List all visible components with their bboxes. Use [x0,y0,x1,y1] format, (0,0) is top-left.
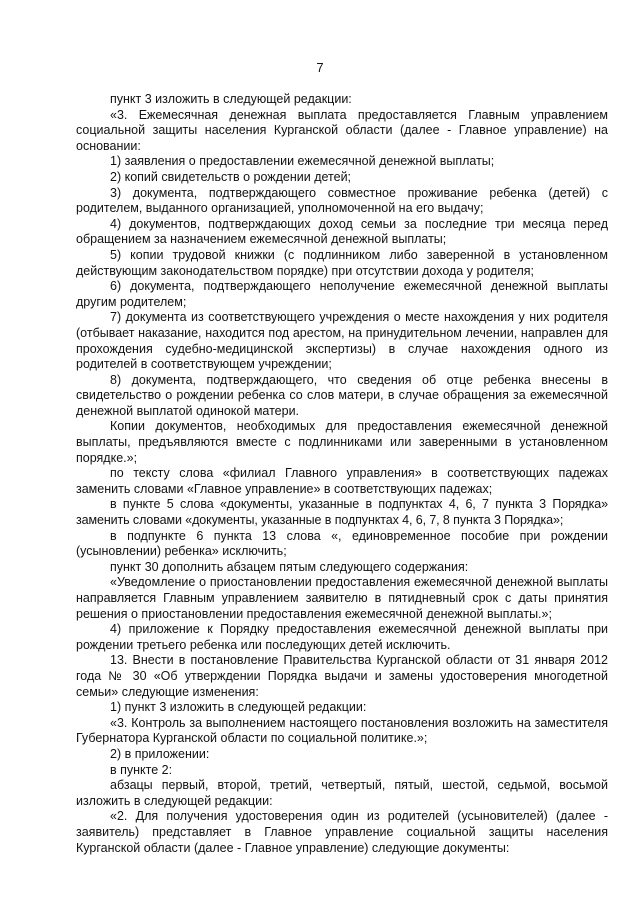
paragraph: «Уведомление о приостановлении предоставления ежемесячной денежной выплаты направляется Главным управлением заявителю в пятидневный срок с даты принятия решения о приостановлении предоставления ежемесячной денежной выплаты.»; [76,575,608,621]
page-number: 7 [316,60,324,75]
list-item: 8) документа, подтверждающего, что сведения об отце ребенка внесены в свидетельство о рождении ребенка со слов матери, в случае обращения за ежемесячной денежной выплатой одинокой матери. [76,372,608,418]
paragraph: пункт 30 дополнить абзацем пятым следующего содержания: [110,559,469,574]
paragraph: в пункте 2: [110,762,173,777]
document-body [76,92,608,856]
paragraph: 13. Внести в постановление Правительства Курганской области от 31 января 2012 года № 30 «Об утверждении Порядка выдачи и замены удостоверения многодетной семьи» следующие изменения: [76,653,608,699]
paragraph: «3. Контроль за выполнением настоящего постановления возложить на заместителя Губернатора Курганской области по социальной политике.»; [76,715,608,746]
list-item: 4) приложение к Порядку предоставления ежемесячной денежной выплаты при рождении третьего ребенка или последующих детей исключить. [76,622,608,652]
paragraph: «2. Для получения удостоверения один из родителей (усыновителей) (далее - заявитель) представляет в Главное управление социальной защиты населения Курганской области (далее - Главное управление) следующие документы: [76,809,608,855]
paragraph: абзацы первый, второй, третий, четвертый, пятый, шестой, седьмой, восьмой изложить в следующей редакции: [76,778,608,808]
paragraph: Копии документов, необходимых для предоставления ежемесячной денежной выплаты, предъявляются вместе с подлинниками или заверенными в установленном порядке.»; [76,419,608,465]
paragraph: пункт 3 изложить в следующей редакции: [110,92,352,106]
list-item: 4) документов, подтверждающих доход семьи за последние три месяца перед обращением за назначением ежемесячной денежной выплаты; [76,216,608,247]
list-item: 3) документа, подтверждающего совместное проживание ребенка (детей) с родителем, выданного организацией, уполномоченной на его выдачу; [76,185,608,216]
list-item: 2) в приложении: [110,746,210,761]
list-item: 7) документа из соответствующего учреждения о месте нахождения у них родителя (отбывает наказание, находится под арестом, на принудительном лечении, направлен для прохождения судебно-медицинской экспертизы) в случае нахождения одного из родителей в соответствующем учреждении; [76,310,608,372]
paragraph: по тексту слова «филиал Главного управления» в соответствующих падежах заменить словами «Главное управление» в соответствующих падежах; [76,466,608,496]
list-item: 2) копий свидетельств о рождении детей; [110,169,352,184]
paragraph: в пункте 5 слова «документы, указанные в подпунктах 4, 6, 7 пункта 3 Порядка» заменить словами «документы, указанные в подпунктах 4, 6, 7, 8 пункта 3 Порядка»; [76,497,608,528]
list-item: 1) заявления о предоставлении ежемесячной денежной выплаты; [110,154,495,169]
paragraph: «3. Ежемесячная денежная выплата предоставляется Главным управлением социальной защиты населения Курганской области (далее - Главное управление) на основании: [76,107,608,153]
list-item: 1) пункт 3 изложить в следующей редакции: [110,700,367,715]
paragraph: в подпункте 6 пункта 13 слова «, единовременное пособие при рождении (усыновлении) ребенка» исключить; [76,528,608,559]
list-item: 5) копии трудовой книжки (с подлинником либо заверенной в установленном действующим законодательством порядке) при отсутствии дохода у родителя; [76,247,608,278]
list-item: 6) документа, подтверждающего неполучение ежемесячной денежной выплаты другим родителем; [76,279,608,309]
